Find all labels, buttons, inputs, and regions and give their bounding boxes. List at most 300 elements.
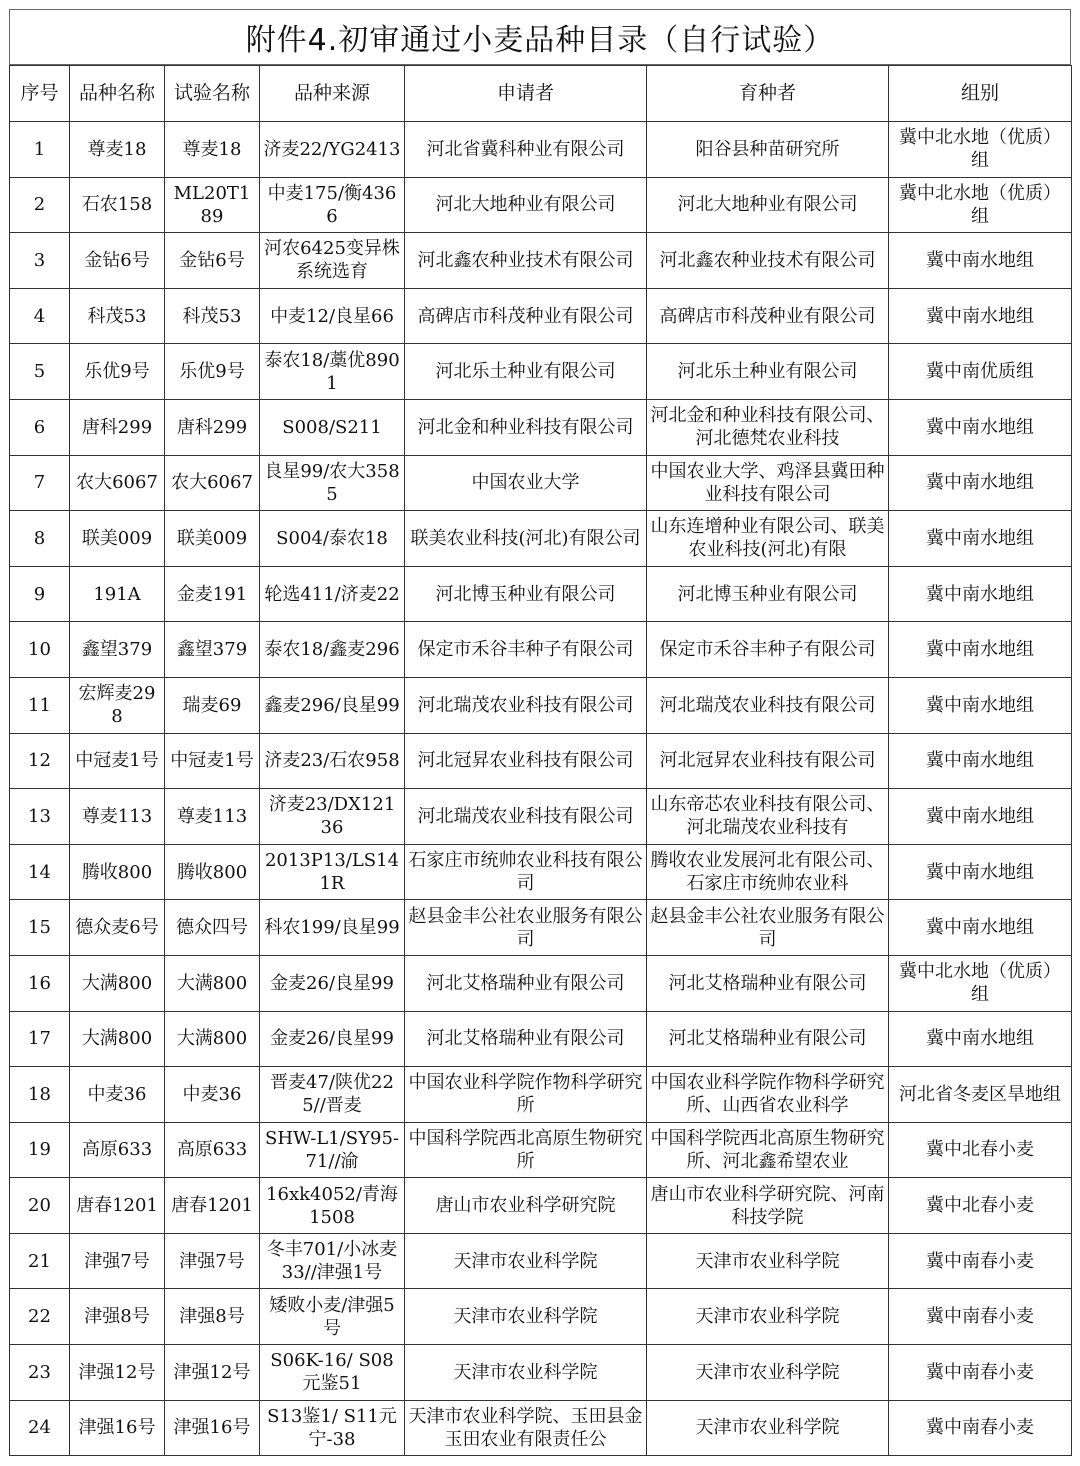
- cell-variety-name: [70, 1067, 165, 1123]
- cell-breeder-text: 河北鑫农种业技术有限公司: [659, 249, 876, 271]
- cell-no-text: 17: [28, 1028, 51, 1050]
- cell-source: [260, 1178, 405, 1234]
- cell-variety-name-text: 金钻6号: [84, 249, 150, 271]
- cell-group: [889, 955, 1072, 1011]
- cell-trial-name-text: 鑫望379: [176, 639, 248, 661]
- cell-trial-name: [165, 288, 260, 344]
- cell-breeder-text: 腾收农业发展河北有限公司、石家庄市统帅农业科: [650, 850, 885, 895]
- cell-group-text: 冀中南水地组: [926, 305, 1034, 327]
- cell-trial-name-text: 尊麦18: [182, 138, 242, 160]
- col-header-no: 序号: [10, 66, 70, 122]
- cell-trial-name-text: 唐春1201: [171, 1195, 253, 1217]
- cell-source: [260, 1289, 405, 1345]
- table-body: [10, 122, 1072, 1456]
- cell-no: [10, 733, 70, 789]
- cell-group-text: 冀中南水地组: [926, 805, 1034, 827]
- cell-no: [10, 288, 70, 344]
- cell-breeder-text: 中国科学院西北高原生物研究所、河北鑫希望农业: [650, 1127, 885, 1172]
- cell-group: [889, 288, 1072, 344]
- cell-group-text: 冀中南水地组: [926, 750, 1034, 772]
- cell-no-text: 23: [28, 1361, 51, 1383]
- cell-group: [889, 1400, 1072, 1456]
- cell-source: [260, 1400, 405, 1456]
- cell-trial-name: [165, 1345, 260, 1401]
- cell-applicant-text: 唐山市农业科学研究院: [435, 1195, 616, 1217]
- cell-variety-name: [70, 511, 165, 567]
- cell-group-text: 冀中南水地组: [926, 583, 1034, 605]
- cell-applicant-text: 河北省冀科种业有限公司: [426, 138, 625, 160]
- cell-breeder: [647, 511, 889, 567]
- cell-breeder-text: 高碑店市科茂种业有限公司: [659, 305, 876, 327]
- cell-no-text: 10: [28, 639, 51, 661]
- cell-applicant-text: 河北乐土种业有限公司: [435, 361, 616, 383]
- cell-applicant: [405, 1122, 647, 1178]
- cell-group-text: 冀中南优质组: [926, 361, 1034, 383]
- cell-source: [260, 789, 405, 845]
- cell-group-text: 冀中北春小麦: [926, 1139, 1034, 1161]
- cell-applicant: [405, 844, 647, 900]
- table-row: [10, 1289, 1072, 1345]
- cell-trial-name: [165, 844, 260, 900]
- table-row: [10, 1011, 1072, 1067]
- cell-group: [889, 1233, 1072, 1289]
- cell-no: [10, 1233, 70, 1289]
- cell-applicant-text: 河北鑫农种业技术有限公司: [417, 249, 634, 271]
- cell-applicant: [405, 1178, 647, 1234]
- cell-variety-name-text: 尊麦18: [87, 138, 147, 160]
- cell-group: [889, 1289, 1072, 1345]
- cell-group: [889, 900, 1072, 956]
- cell-source-text: S008/S211: [282, 416, 382, 438]
- cell-variety-name: [70, 566, 165, 622]
- cell-trial-name-text: 乐优9号: [179, 361, 245, 383]
- cell-variety-name: [70, 1289, 165, 1345]
- cell-no-text: 19: [28, 1139, 51, 1161]
- cell-trial-name-text: 高原633: [176, 1139, 248, 1161]
- cell-applicant-text: 天津市农业科学院、玉田县金玉田农业有限责任公: [408, 1405, 643, 1450]
- cell-trial-name: [165, 511, 260, 567]
- cell-breeder: [647, 789, 889, 845]
- cell-variety-name: [70, 622, 165, 678]
- cell-applicant-text: 天津市农业科学院: [453, 1306, 598, 1328]
- cell-applicant-text: 河北艾格瑞种业有限公司: [426, 972, 625, 994]
- table-row: [10, 399, 1072, 455]
- cell-breeder-text: 河北金和种业科技有限公司、河北德梵农业科技: [650, 405, 885, 450]
- cell-no-text: 5: [33, 361, 46, 383]
- cell-trial-name: [165, 233, 260, 289]
- cell-group-text: 冀中北水地（优质）组: [899, 127, 1061, 172]
- table-row: [10, 900, 1072, 956]
- cell-source: [260, 733, 405, 789]
- cell-source: [260, 177, 405, 233]
- cell-source-text: 2013P13/LS141R: [264, 850, 400, 895]
- cell-trial-name: [165, 789, 260, 845]
- cell-trial-name: [165, 455, 260, 511]
- cell-applicant-text: 天津市农业科学院: [453, 1361, 598, 1383]
- cell-no: [10, 177, 70, 233]
- cell-no-text: 9: [33, 583, 46, 605]
- cell-trial-name-text: 津强12号: [173, 1361, 251, 1383]
- cell-group: [889, 344, 1072, 400]
- cell-breeder: [647, 900, 889, 956]
- cell-variety-name-text: 中麦36: [87, 1083, 147, 1105]
- cell-applicant: [405, 566, 647, 622]
- cell-breeder-text: 天津市农业科学院: [695, 1417, 840, 1439]
- table-row: [10, 1233, 1072, 1289]
- cell-group-text: 冀中南水地组: [926, 527, 1034, 549]
- cell-group-text: 冀中南水地组: [926, 1028, 1034, 1050]
- page-title: 附件4.初审通过小麦品种目录（自行试验）: [245, 23, 835, 58]
- cell-group: [889, 1067, 1072, 1123]
- cell-applicant-text: 河北瑞茂农业科技有限公司: [417, 805, 634, 827]
- cell-applicant-text: 赵县金丰公社农业服务有限公司: [408, 905, 643, 950]
- cell-no-text: 12: [28, 750, 51, 772]
- cell-breeder: [647, 1345, 889, 1401]
- cell-breeder-text: 唐山市农业科学研究院、河南科技学院: [650, 1183, 885, 1228]
- cell-group: [889, 177, 1072, 233]
- cell-applicant: [405, 399, 647, 455]
- cell-applicant: [405, 1067, 647, 1123]
- cell-applicant-text: 中国农业科学院作物科学研究所: [408, 1072, 643, 1117]
- cell-trial-name-text: 联美009: [176, 527, 248, 549]
- cell-no: [10, 399, 70, 455]
- cell-variety-name-text: 尊麦113: [81, 805, 153, 827]
- cell-applicant-text: 河北金和种业科技有限公司: [417, 416, 634, 438]
- cell-applicant: [405, 733, 647, 789]
- cell-breeder: [647, 122, 889, 178]
- cell-variety-name-text: 津强12号: [78, 1361, 156, 1383]
- cell-trial-name-text: 金钻6号: [179, 249, 245, 271]
- cell-breeder: [647, 1400, 889, 1456]
- cell-breeder: [647, 622, 889, 678]
- cell-no: [10, 789, 70, 845]
- cell-no: [10, 1122, 70, 1178]
- cell-variety-name: [70, 1122, 165, 1178]
- cell-breeder: [647, 1067, 889, 1123]
- table-row: [10, 233, 1072, 289]
- cell-no-text: 16: [28, 972, 51, 994]
- cell-source-text: 泰农18/藁优8901: [264, 349, 400, 394]
- cell-no-text: 21: [28, 1250, 51, 1272]
- cell-source: [260, 844, 405, 900]
- table-row: [10, 511, 1072, 567]
- cell-group-text: 冀中南水地组: [926, 416, 1034, 438]
- cell-variety-name: [70, 677, 165, 733]
- cell-no-text: 2: [33, 194, 46, 216]
- cell-group-text: 冀中南水地组: [926, 639, 1034, 661]
- cell-source-text: 科农199/良星99: [264, 917, 400, 939]
- cell-breeder: [647, 344, 889, 400]
- cell-no: [10, 900, 70, 956]
- cell-no-text: 20: [28, 1195, 51, 1217]
- cell-variety-name: [70, 399, 165, 455]
- cell-group: [889, 1122, 1072, 1178]
- cell-breeder: [647, 399, 889, 455]
- table-row: [10, 1400, 1072, 1456]
- cell-applicant-text: 河北博玉种业有限公司: [435, 583, 616, 605]
- cell-breeder-text: 河北乐土种业有限公司: [677, 361, 858, 383]
- cell-group: [889, 1178, 1072, 1234]
- cell-applicant: [405, 955, 647, 1011]
- cell-breeder-text: 赵县金丰公社农业服务有限公司: [650, 905, 885, 950]
- cell-breeder-text: 河北博玉种业有限公司: [677, 583, 858, 605]
- cell-no-text: 13: [28, 805, 51, 827]
- cell-variety-name-text: 津强16号: [78, 1417, 156, 1439]
- cell-variety-name-text: 大满800: [81, 1028, 153, 1050]
- table-row: [10, 122, 1072, 178]
- header-row: [10, 66, 1072, 122]
- cell-variety-name-text: 津强8号: [84, 1306, 150, 1328]
- cell-variety-name: [70, 733, 165, 789]
- cell-source: [260, 1011, 405, 1067]
- cell-trial-name-text: 尊麦113: [176, 805, 248, 827]
- cell-breeder: [647, 455, 889, 511]
- cell-breeder-text: 中国农业科学院作物科学研究所、山西省农业科学: [650, 1072, 885, 1117]
- cell-group-text: 冀中北春小麦: [926, 1195, 1034, 1217]
- cell-group-text: 冀中南水地组: [926, 694, 1034, 716]
- cell-applicant: [405, 233, 647, 289]
- col-header-breeder: 育种者: [647, 66, 889, 122]
- cell-no: [10, 566, 70, 622]
- cell-variety-name: [70, 844, 165, 900]
- cell-source: [260, 900, 405, 956]
- cell-breeder: [647, 677, 889, 733]
- cell-variety-name-text: 津强7号: [84, 1250, 150, 1272]
- cell-breeder: [647, 177, 889, 233]
- cell-variety-name: [70, 288, 165, 344]
- cell-variety-name-text: 191A: [93, 583, 141, 605]
- table-row: [10, 1178, 1072, 1234]
- cell-trial-name: [165, 1122, 260, 1178]
- cell-source-text: S13鉴1/ S11元宁-38: [267, 1405, 397, 1450]
- cell-applicant: [405, 1233, 647, 1289]
- cell-variety-name-text: 科茂53: [87, 305, 147, 327]
- cell-group-text: 冀中南水地组: [926, 917, 1034, 939]
- table-row: [10, 455, 1072, 511]
- cell-group-text: 冀中南春小麦: [926, 1306, 1034, 1328]
- cell-applicant: [405, 1345, 647, 1401]
- cell-no-text: 11: [28, 694, 51, 716]
- cell-source-text: 中麦12/良星66: [270, 305, 394, 327]
- cell-breeder-text: 河北冠昇农业科技有限公司: [659, 750, 876, 772]
- cell-source: [260, 677, 405, 733]
- cell-variety-name: [70, 1345, 165, 1401]
- cell-variety-name: [70, 1233, 165, 1289]
- cell-trial-name: [165, 177, 260, 233]
- cell-no: [10, 1345, 70, 1401]
- cell-source: [260, 1345, 405, 1401]
- cell-no-text: 15: [28, 917, 51, 939]
- cell-breeder: [647, 1178, 889, 1234]
- cell-trial-name: [165, 733, 260, 789]
- cell-breeder: [647, 566, 889, 622]
- cell-group-text: 冀中南春小麦: [926, 1361, 1034, 1383]
- cell-applicant-text: 河北大地种业有限公司: [435, 194, 616, 216]
- cell-group: [889, 789, 1072, 845]
- cell-applicant: [405, 344, 647, 400]
- cell-no-text: 18: [28, 1083, 51, 1105]
- cell-variety-name-text: 大满800: [81, 972, 153, 994]
- cell-breeder-text: 山东帝芯农业科技有限公司、河北瑞茂农业科技有: [650, 794, 885, 839]
- col-header-source: 品种来源: [260, 66, 405, 122]
- cell-group: [889, 622, 1072, 678]
- cell-source-text: 矮败小麦/津强5号: [269, 1294, 395, 1339]
- cell-applicant-text: 中国农业大学: [471, 472, 580, 494]
- cell-no-text: 7: [33, 472, 46, 494]
- cell-variety-name: [70, 1178, 165, 1234]
- cell-no: [10, 122, 70, 178]
- cell-source: [260, 288, 405, 344]
- cell-source: [260, 1067, 405, 1123]
- cell-trial-name: [165, 1011, 260, 1067]
- cell-variety-name: [70, 177, 165, 233]
- cell-group: [889, 733, 1072, 789]
- cell-applicant: [405, 288, 647, 344]
- col-header-trial: 试验名称: [165, 66, 260, 122]
- cell-breeder-text: 保定市禾谷丰种子有限公司: [659, 639, 876, 661]
- table-row: [10, 1345, 1072, 1401]
- cell-applicant: [405, 122, 647, 178]
- cell-variety-name: [70, 122, 165, 178]
- cell-trial-name-text: ML20T189: [173, 182, 251, 227]
- cell-variety-name-text: 乐优9号: [84, 361, 150, 383]
- table-row: [10, 677, 1072, 733]
- cell-variety-name: [70, 1400, 165, 1456]
- cell-trial-name: [165, 1233, 260, 1289]
- cell-variety-name-text: 腾收800: [81, 861, 153, 883]
- cell-group-text: 冀中南水地组: [926, 861, 1034, 883]
- cell-trial-name: [165, 566, 260, 622]
- table-row: [10, 566, 1072, 622]
- cell-trial-name: [165, 677, 260, 733]
- cell-trial-name: [165, 900, 260, 956]
- table-row: [10, 1122, 1072, 1178]
- cell-no-text: 24: [28, 1417, 51, 1439]
- cell-trial-name-text: 科茂53: [182, 305, 242, 327]
- cell-no-text: 8: [33, 527, 46, 549]
- cell-no: [10, 1400, 70, 1456]
- cell-source: [260, 1122, 405, 1178]
- cell-no-text: 1: [33, 138, 46, 160]
- cell-variety-name-text: 宏辉麦298: [78, 683, 156, 728]
- cell-source-text: 济麦22/YG2413: [263, 138, 401, 160]
- cell-source: [260, 622, 405, 678]
- cell-source-text: 中麦175/衡4366: [267, 182, 397, 227]
- cell-source: [260, 399, 405, 455]
- cell-trial-name: [165, 344, 260, 400]
- cell-no: [10, 455, 70, 511]
- table-row: [10, 733, 1072, 789]
- cell-source: [260, 344, 405, 400]
- cell-source: [260, 566, 405, 622]
- cell-trial-name-text: 津强7号: [179, 1250, 245, 1272]
- cell-trial-name: [165, 122, 260, 178]
- cell-variety-name: [70, 789, 165, 845]
- cell-group-text: 冀中南春小麦: [926, 1250, 1034, 1272]
- cell-variety-name-text: 联美009: [81, 527, 153, 549]
- cell-source: [260, 455, 405, 511]
- cell-breeder-text: 天津市农业科学院: [695, 1250, 840, 1272]
- cell-trial-name-text: 农大6067: [171, 472, 253, 494]
- cell-no: [10, 844, 70, 900]
- cell-variety-name-text: 德众麦6号: [75, 917, 159, 939]
- cell-no-text: 14: [28, 861, 51, 883]
- cell-applicant-text: 河北艾格瑞种业有限公司: [426, 1028, 625, 1050]
- cell-applicant-text: 高碑店市科茂种业有限公司: [417, 305, 634, 327]
- cell-group-text: 冀中南春小麦: [926, 1417, 1034, 1439]
- cell-trial-name-text: 唐科299: [176, 416, 248, 438]
- cell-breeder-text: 天津市农业科学院: [695, 1306, 840, 1328]
- col-header-applicant: 申请者: [405, 66, 647, 122]
- table-row: [10, 789, 1072, 845]
- cell-applicant-text: 联美农业科技(河北)有限公司: [410, 527, 641, 549]
- cell-group: [889, 455, 1072, 511]
- cell-trial-name-text: 瑞麦69: [182, 694, 242, 716]
- cell-variety-name: [70, 455, 165, 511]
- cell-breeder: [647, 1289, 889, 1345]
- cell-trial-name: [165, 622, 260, 678]
- title-box: [9, 9, 1071, 65]
- cell-breeder-text: 河北艾格瑞种业有限公司: [668, 1028, 867, 1050]
- cell-trial-name: [165, 955, 260, 1011]
- table-row: [10, 1067, 1072, 1123]
- cell-breeder-text: 河北瑞茂农业科技有限公司: [659, 694, 876, 716]
- cell-variety-name: [70, 900, 165, 956]
- cell-breeder-text: 中国农业大学、鸡泽县冀田种业科技有限公司: [650, 460, 885, 505]
- cell-breeder: [647, 1122, 889, 1178]
- cell-source-text: 16xk4052/青海1508: [266, 1183, 398, 1228]
- cell-applicant: [405, 1011, 647, 1067]
- cell-breeder-text: 阳谷县种苗研究所: [695, 138, 840, 160]
- cell-group-text: 冀中南水地组: [926, 472, 1034, 494]
- cell-no: [10, 1067, 70, 1123]
- cell-applicant: [405, 677, 647, 733]
- cell-breeder: [647, 844, 889, 900]
- cell-breeder: [647, 1233, 889, 1289]
- cell-source-text: 晋麦47/陕优225//晋麦: [270, 1072, 394, 1117]
- cell-source-text: 济麦23/DX12136: [268, 794, 396, 839]
- cell-applicant: [405, 177, 647, 233]
- cell-source: [260, 1233, 405, 1289]
- cell-no: [10, 233, 70, 289]
- cell-no-text: 22: [28, 1306, 51, 1328]
- cell-variety-name-text: 唐春1201: [76, 1195, 158, 1217]
- col-header-group: 组别: [889, 66, 1072, 122]
- cell-source-text: S004/泰农18: [276, 527, 388, 549]
- cell-group-text: 冀中北水地（优质）组: [899, 182, 1061, 227]
- cell-no: [10, 1289, 70, 1345]
- cell-applicant: [405, 511, 647, 567]
- cell-applicant-text: 保定市禾谷丰种子有限公司: [417, 639, 634, 661]
- cell-breeder: [647, 955, 889, 1011]
- cell-variety-name-text: 高原633: [81, 1139, 153, 1161]
- cell-group: [889, 511, 1072, 567]
- cell-group-text: 冀中北水地（优质）组: [899, 961, 1061, 1006]
- cell-applicant: [405, 1289, 647, 1345]
- cell-group: [889, 844, 1072, 900]
- cell-variety-name-text: 农大6067: [76, 472, 158, 494]
- cell-group: [889, 399, 1072, 455]
- cell-variety-name-text: 唐科299: [81, 416, 153, 438]
- cell-no: [10, 622, 70, 678]
- cell-group-text: 河北省冬麦区旱地组: [899, 1083, 1061, 1105]
- cell-group: [889, 233, 1072, 289]
- cell-breeder-text: 天津市农业科学院: [695, 1361, 840, 1383]
- cell-trial-name-text: 大满800: [176, 1028, 248, 1050]
- cell-group: [889, 677, 1072, 733]
- cell-source-text: 良星99/农大3585: [264, 460, 400, 505]
- cell-applicant-text: 河北冠昇农业科技有限公司: [417, 750, 634, 772]
